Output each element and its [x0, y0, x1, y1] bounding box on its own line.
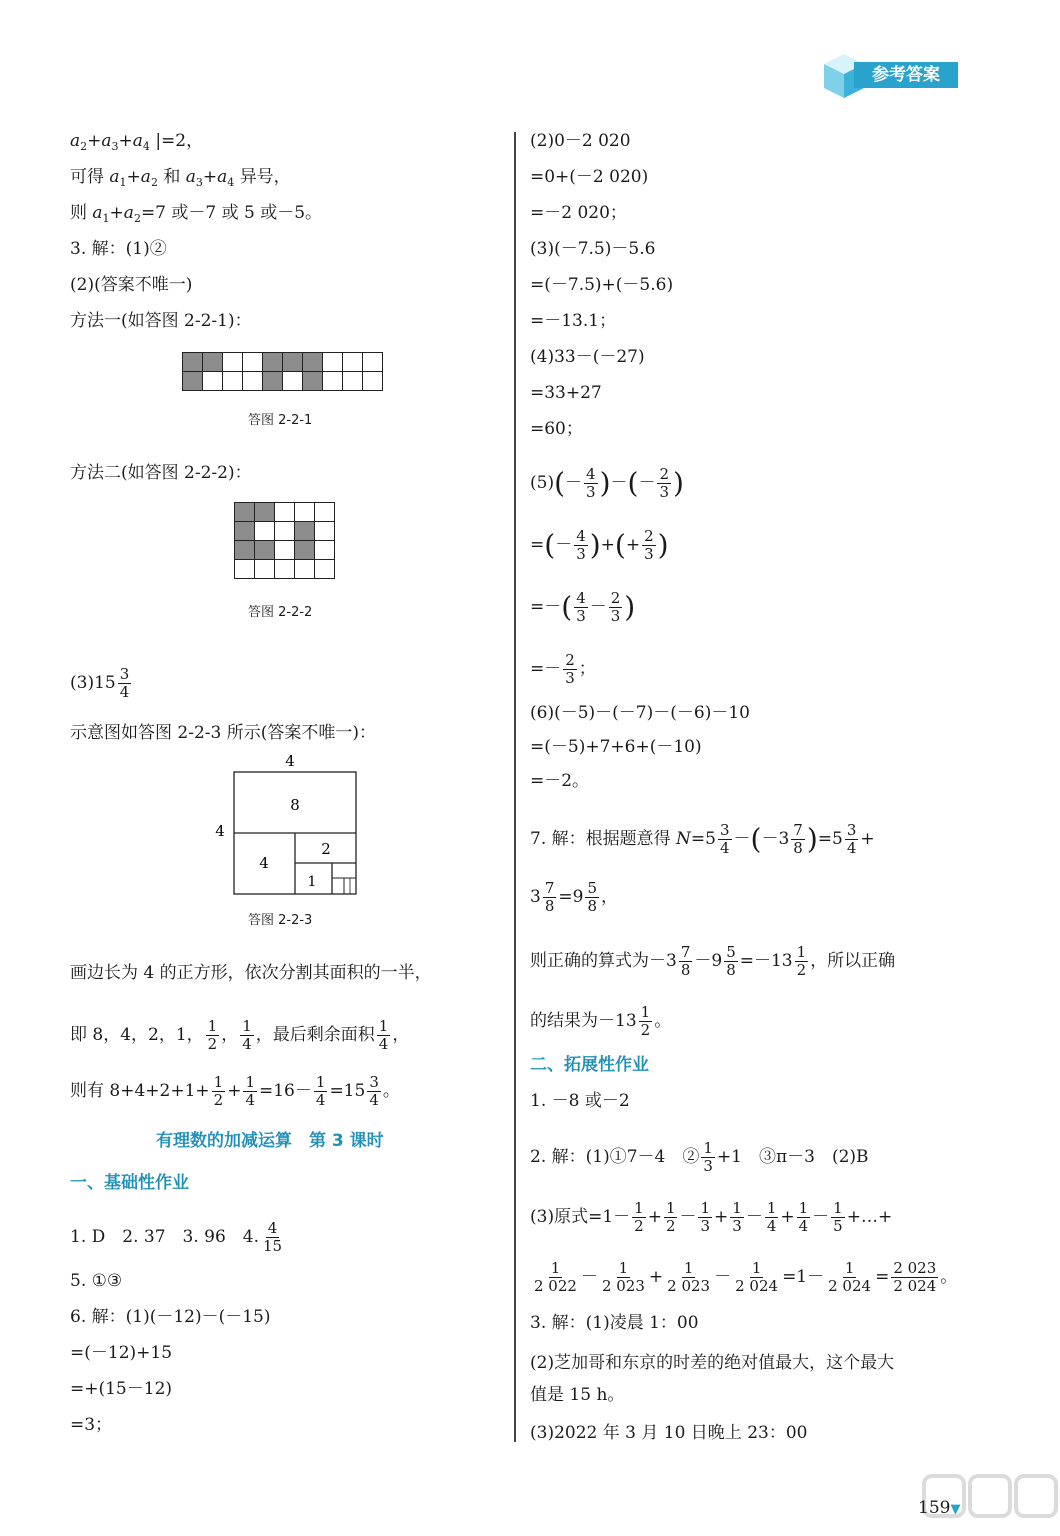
fraction: $\frac{1}{2 022}$ — [534, 1259, 577, 1295]
extension-answer-2: 2. 解：(1)①7－4 ② $\frac{1}{3}$ +1 ③π－3 (2)B — [530, 1139, 869, 1175]
left-line-1: $a_2+a_3+a_4$ |=2， — [70, 131, 204, 153]
fraction: $\frac{1}{2}$ — [640, 1003, 651, 1039]
extension-answer-2-3-line-2: $\frac{1}{2 022}$ － $\frac{1}{2 023}$ + $\frac{1}{2 023}$ － $\frac{1}{2 024}$ =1－ $\frac{1}{2 024}$ = $\frac{2 023}{2 024}$ 。 — [534, 1259, 958, 1295]
section-extension-homework: 二、拓展性作业 — [530, 1055, 649, 1075]
right-line-2: =0+(－2 020) — [530, 167, 649, 187]
fraction: $\frac{1}{4}$ — [378, 1017, 389, 1053]
fraction: $\frac{2}{3}$ — [610, 589, 621, 625]
question-7-line-4: 的结果为－13 $\frac{1}{2}$ 。 — [530, 1003, 672, 1039]
right-line-14: (6)(－5)－(－7)－(－6)－10 — [530, 703, 750, 723]
fraction: $\frac{1}{4}$ — [242, 1017, 252, 1053]
fraction: $\frac{1}{2 024}$ — [735, 1259, 779, 1295]
fraction: $\frac{1}{2}$ — [665, 1199, 676, 1235]
fraction: $\frac{2 023}{2 024}$ — [893, 1259, 937, 1295]
fraction: $\frac{4}{3}$ — [586, 465, 596, 501]
fraction: $\frac{3}{4}$ — [369, 1073, 379, 1109]
fraction: $\frac{1}{2}$ — [213, 1073, 224, 1109]
right-line-4: (3)(－7.5)－5.6 — [530, 239, 656, 259]
explain-line-2: 即 8，4，2，1， $\frac{1}{2}$ ， $\frac{1}{4}$ ，最后剩余面积 $\frac{1}{4}$ ， — [70, 1017, 410, 1053]
right-line-11: =(－ $\frac{4}{3}$ )+(+ $\frac{2}{3}$ ) — [530, 527, 669, 563]
fraction: $\frac{1}{4}$ — [766, 1199, 777, 1235]
fraction: $\frac{2}{3}$ — [659, 465, 669, 501]
extension-answer-2-3-line-1: (3)原式=1－ $\frac{1}{2}$ + $\frac{1}{2}$ － $\frac{1}{3}$ + $\frac{1}{3}$ － $\frac{1}{4}$ + $\frac{1}{4}$ － $\frac{1}{5}$ +…+ — [530, 1199, 893, 1235]
right-line-16: =－2。 — [530, 771, 590, 791]
fraction: $\frac{1}{2 024}$ — [828, 1259, 872, 1295]
left-line-3: 则 $a_1+a_2=7$ 或－7 或 5 或－5。 — [70, 203, 323, 225]
fraction: $\frac{1}{3}$ — [703, 1139, 713, 1175]
fraction: $\frac{1}{2}$ — [634, 1199, 644, 1235]
fraction: $\frac{3}{4}$ — [846, 821, 857, 857]
fraction: $\frac{1}{4}$ — [315, 1073, 326, 1109]
right-line-5: =(－7.5)+(－5.6) — [530, 275, 674, 295]
extension-answer-3-2: (2)芝加哥和东京的时差的绝对值最大，这个最大 — [530, 1353, 895, 1373]
fraction: $\frac{2}{3}$ — [644, 527, 654, 563]
fraction: $\frac{7}{8}$ — [544, 879, 555, 915]
fraction: $\frac{2}{3}$ — [565, 651, 575, 687]
side-label-top: 4 — [285, 752, 295, 770]
left-line-2: 可得 $a_1+a_2$ 和 $a_3+a_4$ 异号， — [70, 167, 291, 189]
figure-2-2-2-grid — [234, 502, 335, 579]
area-label-tiny: 1 — [307, 874, 317, 890]
right-line-12: =－( $\frac{4}{3}$ － $\frac{2}{3}$ ) — [530, 589, 636, 625]
fraction: $\frac{1}{2 023}$ — [667, 1259, 711, 1295]
right-line-3: =－2 020； — [530, 203, 627, 223]
fraction: $\frac{1}{3}$ — [700, 1199, 711, 1235]
fraction: $\frac{1}{5}$ — [833, 1199, 843, 1235]
fraction: $\frac{1}{2}$ — [207, 1017, 218, 1053]
right-line-15: =(－5)+7+6+(－10) — [530, 737, 702, 757]
method-one: 方法一(如答图 2-2-1)： — [70, 311, 252, 331]
fraction: $\frac{5}{8}$ — [587, 879, 597, 915]
question-7-line-1: 7. 解：根据题意得 N=5 $\frac{3}{4}$ －(－3 $\frac{7}{8}$ )=5 $\frac{3}{4}$ + — [530, 821, 875, 857]
page-marker-icon: ▼ — [950, 1502, 961, 1517]
fraction: $\frac{4}{3}$ — [576, 589, 586, 625]
answer-5: 5. ①③ — [70, 1271, 123, 1291]
answer-6-line-1: 6. 解：(1)(－12)－(－15) — [70, 1307, 271, 1327]
figure-2-2-3-caption: 答图 2-2-3 — [248, 913, 313, 928]
answer-6-line-2: =(－12)+15 — [70, 1343, 173, 1363]
right-line-8: =33+27 — [530, 383, 602, 403]
fraction: $\frac{3}{4}$ — [719, 821, 730, 857]
side-label-left: 4 — [215, 822, 225, 840]
lesson-title: 有理数的加减运算 第 3 课时 — [156, 1131, 384, 1151]
question-7-line-3: 则正确的算式为－3 $\frac{7}{8}$ －9 $\frac{5}{8}$ =－13 $\frac{1}{2}$ ，所以正确 — [530, 943, 896, 979]
fraction: $\frac{1}{4}$ — [245, 1073, 255, 1109]
extension-answer-1: 1. －8 或－2 — [530, 1091, 630, 1111]
right-line-7: (4)33－(－27) — [530, 347, 645, 367]
q3-part2: (2)(答案不唯一) — [70, 275, 193, 295]
area-label-small: 2 — [321, 840, 331, 858]
area-label-mid: 4 — [259, 854, 269, 872]
method-two: 方法二(如答图 2-2-2)： — [70, 463, 252, 483]
fraction: $\frac{1}{2 023}$ — [601, 1259, 645, 1295]
answer-6-line-3: =+(15－12) — [70, 1379, 173, 1399]
page-number: 159▼ — [918, 1498, 961, 1518]
explain-line-1: 画边长为 4 的正方形，依次分割其面积的一半， — [70, 963, 432, 983]
right-line-10: (5)(－ $\frac{4}{3}$ )－(－ $\frac{2}{3}$ ) — [530, 465, 684, 501]
fraction: $\frac{5}{8}$ — [726, 943, 736, 979]
answer-badge — [818, 50, 968, 102]
area-label-big: 8 — [290, 796, 300, 814]
badge-label: 参考答案 — [854, 62, 958, 88]
right-line-1: (2)0－2 020 — [530, 131, 631, 151]
answer-6-line-4: =3； — [70, 1415, 113, 1435]
q3-part1: 3. 解：(1)② — [70, 239, 167, 259]
explain-line-3: 则有 8+4+2+1+ $\frac{1}{2}$ + $\frac{1}{4}$ =16－ $\frac{1}{4}$ =15 $\frac{3}{4}$ 。 — [70, 1073, 400, 1109]
extension-answer-3-1: 3. 解：(1)凌晨 1：00 — [530, 1313, 699, 1333]
fraction: $\frac{3}{4}$ — [119, 665, 130, 701]
fraction: $\frac{7}{8}$ — [793, 821, 803, 857]
fraction: $\frac{1}{4}$ — [798, 1199, 809, 1235]
question-7-line-2: 3 $\frac{7}{8}$ =9 $\frac{5}{8}$ ， — [530, 879, 618, 915]
fraction: $\frac{4}{15}$ — [262, 1219, 283, 1255]
fraction: $\frac{4}{3}$ — [576, 527, 586, 563]
extension-answer-3-2b: 值是 15 h。 — [530, 1385, 625, 1405]
fraction: $\frac{1}{3}$ — [732, 1199, 742, 1235]
figure-2-2-3-diagram — [210, 752, 370, 902]
fraction: $\frac{7}{8}$ — [680, 943, 691, 979]
column-divider — [514, 132, 516, 1442]
answers-1-to-4: 1. D 2. 37 3. 96 4. $\frac{4}{15}$ — [70, 1219, 283, 1255]
fraction: $\frac{1}{2}$ — [796, 943, 807, 979]
q3-part3: (3)15 $\frac{3}{4}$ — [70, 665, 130, 701]
extension-answer-3-3: (3)2022 年 3 月 10 日晚上 23：00 — [530, 1423, 808, 1443]
right-line-13: =－ $\frac{2}{3}$ ； — [530, 651, 596, 687]
right-line-9: =60； — [530, 419, 583, 439]
section-basic-homework: 一、基础性作业 — [70, 1173, 189, 1193]
diagram-description: 示意图如答图 2-2-3 所示(答案不唯一)： — [70, 723, 377, 743]
right-line-6: =－13.1； — [530, 311, 617, 331]
figure-2-2-1-caption: 答图 2-2-1 — [248, 413, 313, 428]
figure-2-2-2-caption: 答图 2-2-2 — [248, 605, 313, 620]
figure-2-2-1-grid — [182, 352, 383, 391]
